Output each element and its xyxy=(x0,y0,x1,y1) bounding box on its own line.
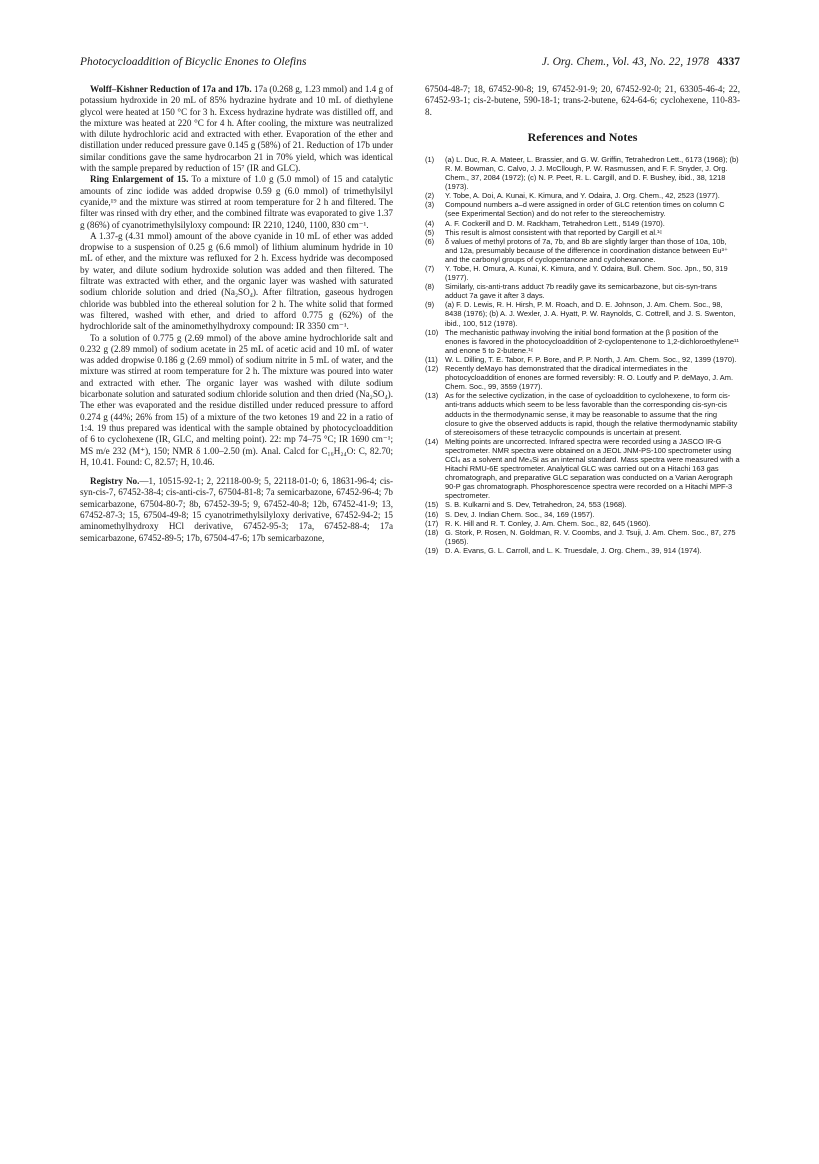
journal-info: J. Org. Chem., Vol. 43, No. 22, 1978 xyxy=(541,56,709,68)
reference-item xyxy=(425,228,740,237)
reference-item xyxy=(425,510,740,519)
reference-number: (3) xyxy=(425,200,435,210)
reference-item xyxy=(425,391,740,436)
reference-item xyxy=(425,355,740,364)
reference-number: (12) xyxy=(425,364,439,374)
reference-item xyxy=(425,528,740,546)
reference-text: S. B. Kulkarni and S. Dev, Tetrahedron, 24, 553 (1968). xyxy=(445,500,627,510)
reference-text: Recently deMayo has demonstrated that the diradical intermediates in the photocycloaddition of enones are formed reversibly: R. O. Loutfy and P. deMayo, J. Am. Chem. Soc., 99, 3559 (1977). xyxy=(445,364,734,392)
paragraph-wolff-kishner xyxy=(80,84,393,174)
reference-item xyxy=(425,300,740,327)
reference-item xyxy=(425,500,740,509)
reference-item xyxy=(425,237,740,264)
references-list xyxy=(425,155,740,555)
reference-text: W. L. Dilling, T. E. Tabor, F. P. Bore, and P. P. North, J. Am. Chem. Soc., 92, 1399 (1970). xyxy=(445,354,737,364)
paragraph-cyanide-reduction: A 1.37-g (4.31 mmol) amount of the above cyanide in 10 mL of ether was added dropwise to a suspension of 0.25 g (6.6 mmol) of lithium aluminum hydride in 10 mL of ether, and the mixture was refluxed for 2 h. Excess hydride was decomposed by water, and dilute sodium hydroxide solution was added and then filtered. The filtrate was extracted with ether, and the organic layer was washed with saturated sodium chloride solution and dried (Na₂SO₄). After filtration, gaseous hydrogen chloride was bubbled into the ethereal solution for 2 h. The white solid that formed was filtered, washed with ether, and dried to afford 0.775 g (62%) of the hydrochloride salt of the aminomethylhydroxy compound: IR 3350 cm⁻¹. xyxy=(80,230,393,332)
reference-number: (14) xyxy=(425,436,439,446)
reference-number: (11) xyxy=(425,354,438,364)
reference-item xyxy=(425,200,740,218)
left-column xyxy=(80,84,393,544)
reference-item xyxy=(425,328,740,355)
page-number: 4337 xyxy=(717,56,740,68)
reference-text: As for the selective cyclization, in the case of cycloaddition to cyclohexene, to form cis-anti-trans adducts which seem to be less favorable than the corresponding cis-syn-cis adducts in the thermodynamic sense, it may be reasonable to assume that the ring closure to give the observed adducts is rapid, though the relative thermodynamic stability of stereoisomers of these tetracyclic compounds is uncertain at present. xyxy=(445,391,738,437)
running-header xyxy=(80,56,740,72)
paragraph-text: To a mixture of 1.0 g (5.0 mmol) of 15 and catalytic amounts of zinc iodide was added dropwise 0.59 g (6.0 mmol) of trimethylsilyl cyanide,¹⁹ and the mixture was stirred at room temperature for 2 h and filtered. The filter was rinsed with dry ether, and the combined filtrate was evaporated to give 1.37 g (86%) of cyanotrimethylsilyloxy compound: IR 2210, 1240, 1100, 830 cm⁻¹. xyxy=(80,174,393,230)
paragraph-lead: Wolff–Kishner Reduction of 17a and 17b. xyxy=(90,84,252,94)
registry-label: Registry No. xyxy=(90,476,140,487)
reference-number: (19) xyxy=(425,545,439,555)
reference-number: (9) xyxy=(425,300,435,310)
reference-number: (16) xyxy=(425,509,439,519)
reference-item xyxy=(425,219,740,228)
reference-number: (5) xyxy=(425,227,435,237)
reference-item xyxy=(425,364,740,391)
reference-item xyxy=(425,264,740,282)
reference-number: (1) xyxy=(425,154,435,164)
reference-text: This result is almost consistent with that reported by Cargill et al.¹ᶜ xyxy=(445,227,663,237)
right-column xyxy=(425,84,740,555)
paragraph-registry xyxy=(80,476,393,544)
paragraph-lead: Ring Enlargement of 15. xyxy=(90,174,189,185)
journal-citation xyxy=(542,56,740,68)
reference-text: Y. Tobe, H. Omura, A. Kunai, K. Kimura, and Y. Odaira, Bull. Chem. Soc. Jpn., 50, 319 (1977). xyxy=(445,264,728,283)
paragraph-diazotization: To a solution of 0.775 g (2.69 mmol) of the above amine hydrochloride salt and 0.232 g (2.89 mmol) of sodium acetate in 25 mL of acetic acid and 10 mL of water was added dropwise 0.186 g (2.69 mmol) of sodium nitrite in 5 mL of water, and the mixture was stirred at room temperature for 2 h. The mixture was poured into water and extracted with ether. The organic layer was washed with dilute sodium bicarbonate solution and saturated sodium chloride solution and then dried (Na₂SO₄). The ether was evaporated and the residue distilled under reduced pressure to afford 0.274 g (44%; 26% from 15) of a mixture of the two ketones 19 and 22 in a ratio of 1:4. 19 thus prepared was identical with the sample obtained by photocycloaddition of 6 to cyclohexene (IR, GLC, and melting point). 22: mp 74–75 °C; IR 1690 cm⁻¹; MS m/e 232 (M⁺), 150; NMR δ 1.00–2.50 (m). Anal. Calcd for C₁₆H₂₄O: C, 82.70; H, 10.41. Found: C, 82.57; H, 10.46. xyxy=(80,332,393,467)
reference-number: (17) xyxy=(425,518,439,528)
references-heading: References and Notes xyxy=(527,129,638,144)
reference-text: (a) F. D. Lewis, R. H. Hirsh, P. M. Roach, and D. E. Johnson, J. Am. Chem. Soc., 98, 8438 (1976); (b) A. J. Wexler, J. A. Hyatt, P. W. Raynolds, C. Cottrell, and J. S. Swenton, ibid., 100, 512 (1978). xyxy=(445,300,736,328)
reference-text: A. F. Cockerill and D. M. Rackham, Tetrahedron Lett., 5149 (1970). xyxy=(445,218,665,228)
running-title: Photocycloaddition of Bicyclic Enones to Olefins xyxy=(80,56,307,68)
reference-number: (7) xyxy=(425,264,435,274)
reference-text: D. A. Evans, G. L. Carroll, and L. K. Truesdale, J. Org. Chem., 39, 914 (1974). xyxy=(445,545,702,555)
reference-number: (15) xyxy=(425,500,439,510)
reference-number: (18) xyxy=(425,527,439,537)
paragraph-text: 17a (0.268 g, 1.23 mmol) and 1.4 g of potassium hydroxide in 20 mL of 85% hydrazine hydrate and 10 mL of diethylene glycol were heated at 150 °C for 3 h. Excess hydrazine hydrate was distilled off, and the mixture was heated at 220 °C for 4 h. After cooling, the mixture was neutralized with dilute hydrochloric acid and extracted with ether. Evaporation of the ether and distillation under reduced pressure gave 0.145 g (58%) of 21. Reduction of 17b under similar conditions gave the same hydrocarbon 21 in 70% yield, which was identical with the sample prepared by reduction of 15⁷ (IR and GLC). xyxy=(80,84,393,174)
reference-text: The mechanistic pathway involving the initial bond formation at the β position of the enones is favored in the photocycloaddition of 2-cyclopentenone to 1,2-dichloroethylene¹¹ and enone 5 to 2-butene.¹ᶜ xyxy=(445,327,739,355)
reference-number: (4) xyxy=(425,218,435,228)
reference-text: Melting points are uncorrected. Infrared spectra were recorded using a JASCO IR-G spectrometer. NMR spectra were obtained on a JEOL JNM-PS-100 spectrometer using CCl₄ as a solvent and Me₄Si as an internal standard. Mass spectra were measured with a Hitachi RMU-6E spectrometer. Analytical GLC was carried out on a Hitachi 163 gas chromatograph, and preparative GLC separation was conducted on a Varian Aerograph 90-P gas chromatograph. Phosphorescence spectra were recorded on a Hitachi MPF-3 spectrometer. xyxy=(445,436,740,501)
reference-text: S. Dev, J. Indian Chem. Soc., 34, 169 (1957). xyxy=(445,509,595,519)
reference-text: δ values of methyl protons of 7a, 7b, and 8b are slightly larger than those of 10a, 10b, and 12a, presumably because of the difference in coordination distance between Eu³⁺ and the carbonyl groups of cyclopentanone and cyclohexanone. xyxy=(445,236,728,264)
reference-number: (8) xyxy=(425,282,435,292)
reference-number: (13) xyxy=(425,391,439,401)
reference-text: G. Stork, P. Rosen, N. Goldman, R. V. Coombs, and J. Tsuji, J. Am. Chem. Soc., 87, 275 (1965). xyxy=(445,527,736,546)
paragraph-ring-enlargement xyxy=(80,174,393,230)
reference-item xyxy=(425,546,740,555)
reference-text: Similarly, cis-anti-trans adduct 7b readily gave its semicarbazone, but cis-syn-trans adduct 7a gave it after 3 days. xyxy=(445,282,717,301)
reference-item xyxy=(425,519,740,528)
reference-number: (10) xyxy=(425,327,439,337)
reference-item xyxy=(425,282,740,300)
reference-item xyxy=(425,155,740,191)
reference-number: (2) xyxy=(425,191,435,201)
reference-text: (a) L. Duc, R. A. Mateer, L. Brassier, and G. W. Griffin, Tetrahedron Lett., 6173 (1968); (b) R. M. Bowman, C. Calvo, J. J. McCllough, P. W. Rasmussen, and F. F. Snyder, J. Org. Chem., 37, 2084 (1972); (c) N. P. Peet, R. L. Cargill, and D. F. Bushey, ibid., 38, 1218 (1973). xyxy=(445,154,739,192)
registry-text: —1, 10515-92-1; 2, 22118-00-9; 5, 22118-01-0; 6, 18631-96-4; cis-syn-cis-7, 67452-38-4; cis-anti-cis-7, 67504-81-8; 7a semicarbazone, 67452-96-4; 7b semicarbazone, 67504-80-7; 8b, 67452-39-5; 9, 67452-40-8; 12b, 67452-41-9; 13, 67452-87-3; 15, 67504-49-8; 15 cyanotrimethylsilyloxy derivative, 67452-94-2; 15 aminomethylhydroxy HCl derivative, 67452-95-3; 17a, 67452-88-4; 17a semicarbazone, 67452-89-5; 17b, 67504-47-6; 17b semicarbazone, xyxy=(80,476,394,543)
reference-text: Compound numbers a–d were assigned in order of GLC retention times on column C (see Experimental Section) and do not refer to the stereochemistry. xyxy=(445,200,725,219)
reference-number: (6) xyxy=(425,236,435,246)
reference-item xyxy=(425,437,740,501)
reference-text: Y. Tobe, A. Doi, A. Kunai, K. Kimura, and Y. Odaira, J. Org. Chem., 42, 2523 (1977). xyxy=(445,191,720,201)
reference-item xyxy=(425,191,740,200)
reference-text: R. K. Hill and R. T. Conley, J. Am. Chem. Soc., 82, 645 (1960). xyxy=(445,518,651,528)
registry-continued: 67504-48-7; 18, 67452-90-8; 19, 67452-91-9; 20, 67452-92-0; 21, 63305-46-4; 22, 67452-93-1; cis-2-butene, 590-18-1; trans-2-butene, 624-64-6; cyclohexene, 110-83-8. xyxy=(425,84,740,117)
